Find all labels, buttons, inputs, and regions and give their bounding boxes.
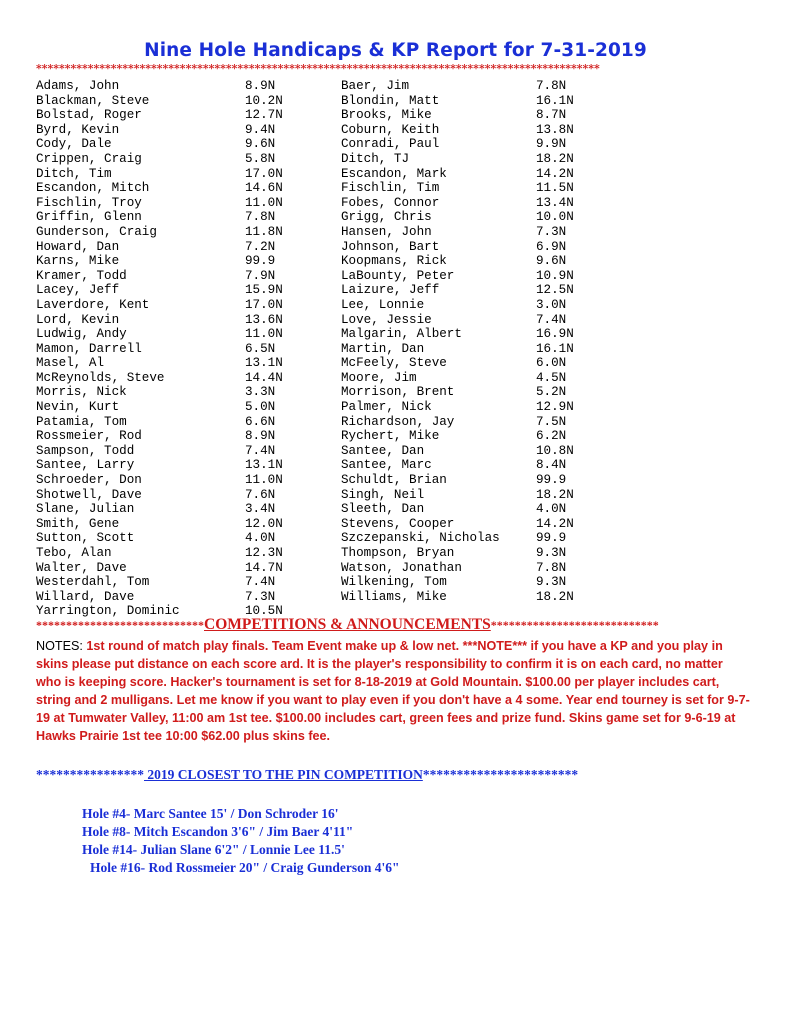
competitions-header <box>36 618 756 632</box>
player-name: Wilkening, Tom <box>341 575 447 590</box>
player-handicap: 6.0N <box>536 356 567 371</box>
player-handicap: 13.4N <box>536 195 574 210</box>
player-handicap: 7.4N <box>245 443 276 458</box>
player-name: Laizure, Jeff <box>341 283 440 298</box>
player-handicap: 12.3N <box>245 546 283 560</box>
player-handicap: 9.6N <box>245 137 276 152</box>
player-name: Sutton, Scott <box>36 531 135 546</box>
player-name: Morrison, Brent <box>341 385 455 400</box>
player-name: Tebo, Alan <box>36 546 112 560</box>
player-name: Blackman, Steve <box>36 93 150 108</box>
player-name: Cody, Dale <box>36 137 112 152</box>
player-handicap: 11.0N <box>245 327 283 342</box>
player-handicap: 10.0N <box>536 210 574 225</box>
player-handicap: 6.2N <box>536 429 567 444</box>
player-handicap: 11.0N <box>245 473 283 488</box>
player-handicap: 10.9N <box>536 268 574 283</box>
player-handicap: 5.0N <box>245 400 276 415</box>
player-handicap: 7.4N <box>536 312 567 327</box>
player-handicap: 5.2N <box>536 385 567 400</box>
player-handicap: 7.4N <box>245 575 276 590</box>
player-name: Smith, Gene <box>36 516 120 531</box>
ctp-hole-8: Hole #8- Mitch Escandon 3'6" / Jim Baer 4'11" <box>82 824 354 839</box>
player-name: Williams, Mike <box>341 589 447 604</box>
player-handicap: 13.1N <box>245 458 283 473</box>
player-name: Santee, Larry <box>36 458 135 473</box>
ctp-hole-4: Hole #4- Marc Santee 15' / Don Schroder 16' <box>82 806 339 821</box>
player-handicap: 10.5N <box>245 604 283 619</box>
player-name: Gunderson, Craig <box>36 224 157 239</box>
player-handicap: 4.5N <box>536 370 567 385</box>
player-handicap: 12.9N <box>536 400 574 415</box>
player-handicap: 9.6N <box>536 254 567 269</box>
player-name: Morris, Nick <box>36 385 127 400</box>
player-name: Richardson, Jay <box>341 414 455 429</box>
player-name: Slane, Julian <box>36 502 135 517</box>
player-handicap: 5.8N <box>245 151 276 166</box>
player-name: Schuldt, Brian <box>341 473 447 488</box>
player-name: Masel, Al <box>36 356 105 371</box>
player-name: McReynolds, Steve <box>36 370 165 385</box>
report-title: Nine Hole Handicaps & KP Report for 7-31-2019 <box>144 40 647 61</box>
player-handicap: 13.1N <box>245 356 283 371</box>
competitions-label: COMPETITIONS & ANNOUNCEMENTS <box>204 618 491 632</box>
player-name: Lord, Kevin <box>36 312 120 327</box>
player-handicap: 6.6N <box>245 414 276 429</box>
player-handicap: 14.2N <box>536 516 574 531</box>
player-name: Nevin, Kurt <box>36 400 120 415</box>
player-name: Moore, Jim <box>341 370 417 385</box>
competitions-stars-left: **************************** <box>36 618 204 632</box>
player-handicap: 7.3N <box>245 589 276 604</box>
player-handicap: 7.6N <box>245 487 276 502</box>
player-handicap: 6.9N <box>536 239 567 254</box>
player-handicap: 7.8N <box>536 79 567 93</box>
player-name: Blondin, Matt <box>341 93 440 108</box>
player-handicap: 9.4N <box>245 122 276 137</box>
player-name: Malgarin, Albert <box>341 327 462 342</box>
player-name: LaBounty, Peter <box>341 268 455 283</box>
player-name: Escandon, Mark <box>341 166 447 181</box>
player-handicap: 16.9N <box>536 327 574 342</box>
player-name: Byrd, Kevin <box>36 122 120 137</box>
player-name: Baer, Jim <box>341 79 410 93</box>
player-handicap: 12.5N <box>536 283 574 298</box>
player-handicap: 3.3N <box>245 385 276 400</box>
player-name: Howard, Dan <box>36 239 120 254</box>
player-name: Ditch, Tim <box>36 166 112 181</box>
player-handicap: 4.0N <box>245 531 276 546</box>
player-handicap: 11.0N <box>245 195 283 210</box>
player-name: Patamia, Tom <box>36 414 127 429</box>
player-handicap: 7.9N <box>245 268 276 283</box>
player-handicap: 16.1N <box>536 93 574 108</box>
ctp-label: 2019 CLOSEST TO THE PIN COMPETITION <box>144 767 423 782</box>
player-name: Fischlin, Tim <box>341 181 440 196</box>
ctp-stars-right: *********************** <box>422 767 579 782</box>
player-name: Sampson, Todd <box>36 443 135 458</box>
player-name: Walter, Dave <box>36 560 127 575</box>
player-handicap: 4.0N <box>536 502 567 517</box>
player-handicap: 6.5N <box>245 341 276 356</box>
player-handicap: 13.8N <box>536 122 574 137</box>
player-handicap: 7.8N <box>245 210 276 225</box>
player-handicap: 3.4N <box>245 502 276 517</box>
ctp-stars-left: **************** <box>36 767 144 782</box>
player-name: Santee, Marc <box>341 458 432 473</box>
player-name: Ludwig, Andy <box>36 327 127 342</box>
player-name: Sleeth, Dan <box>341 502 425 517</box>
player-name: Brooks, Mike <box>341 108 432 123</box>
player-name: Willard, Dave <box>36 589 135 604</box>
player-name: Stevens, Cooper <box>341 516 455 531</box>
player-handicap: 99.9 <box>536 473 567 488</box>
player-name: Fischlin, Troy <box>36 195 142 210</box>
player-name: Rychert, Mike <box>341 429 440 444</box>
player-name: Bolstad, Roger <box>36 108 142 123</box>
competitions-stars-right: **************************** <box>490 618 659 632</box>
player-name: Santee, Dan <box>341 443 425 458</box>
player-handicap: 16.1N <box>536 341 574 356</box>
player-name: Lee, Lonnie <box>341 297 425 312</box>
player-name: Rossmeier, Rod <box>36 429 142 444</box>
player-handicap: 3.0N <box>536 297 567 312</box>
player-name: Koopmans, Rick <box>341 254 447 269</box>
player-handicap: 7.3N <box>536 224 567 239</box>
player-handicap: 7.2N <box>245 239 276 254</box>
ctp-header <box>36 767 756 783</box>
player-handicap: 11.8N <box>245 224 283 239</box>
player-name: Ditch, TJ <box>341 151 410 166</box>
player-name: Griffin, Glenn <box>36 210 142 225</box>
player-name: Laverdore, Kent <box>36 297 150 312</box>
player-handicap: 7.5N <box>536 414 567 429</box>
notes-text: 1st round of match play finals. Team Event make up & low net. ***NOTE*** if you have a KP and you play in skins please put distance on each score ard. It is the player's responsibility to confirm it is on each card, no matter who is keeping score. Hacker's tournament is set for 8-18-2019 at Gold Mountain. $100.00 per player includes cart, string and 2 mulligans. Let me know if you want to play even if you don't have a 4 some. Year end tourney is set for 9-7-19 at Tumwater Valley, 11:00 am 1st tee. $100.00 includes cart, green fees and prize fund. Skins game set for 9-6-19 at Hawks Prairie 1st tee 10:00 $62.00 plus skins fee. <box>36 639 750 743</box>
player-handicap: 99.9 <box>245 254 276 269</box>
player-handicap: 14.6N <box>245 181 283 196</box>
player-name: Johnson, Bart <box>341 239 440 254</box>
player-handicap: 15.9N <box>245 283 283 298</box>
player-name: Schroeder, Don <box>36 473 142 488</box>
player-name: Shotwell, Dave <box>36 487 142 502</box>
player-handicap: 7.8N <box>536 560 567 575</box>
player-name: McFeely, Steve <box>341 356 447 371</box>
player-name: Hansen, John <box>341 224 432 239</box>
player-handicap: 99.9 <box>536 531 567 546</box>
player-name: Grigg, Chris <box>341 210 432 225</box>
notes-lead: NOTES: <box>36 639 83 653</box>
player-name: Fobes, Connor <box>341 195 440 210</box>
player-name: Watson, Jonathan <box>341 560 462 575</box>
player-name: Karns, Mike <box>36 254 120 269</box>
player-name: Yarrington, Dominic <box>36 604 180 619</box>
player-handicap: 17.0N <box>245 297 283 312</box>
player-name: Mamon, Darrell <box>36 341 142 356</box>
player-handicap: 9.3N <box>536 575 567 590</box>
player-name: Lacey, Jeff <box>36 283 120 298</box>
player-handicap: 8.4N <box>536 458 567 473</box>
player-handicap: 14.2N <box>536 166 574 181</box>
ctp-hole-16: Hole #16- Rod Rossmeier 20" / Craig Gunderson 4'6" <box>90 860 400 875</box>
player-name: Crippen, Craig <box>36 151 142 166</box>
player-handicap: 9.9N <box>536 137 567 152</box>
player-handicap: 10.2N <box>245 93 283 108</box>
notes-paragraph <box>36 637 750 745</box>
player-name: Westerdahl, Tom <box>36 575 150 590</box>
player-handicap: 18.2N <box>536 589 574 604</box>
player-name: Adams, John <box>36 79 120 93</box>
ctp-results <box>82 805 400 877</box>
player-handicap: 14.4N <box>245 370 283 385</box>
player-handicap: 13.6N <box>245 312 283 327</box>
player-handicap: 8.9N <box>245 79 276 93</box>
player-handicap: 12.7N <box>245 108 283 123</box>
player-handicap: 8.9N <box>245 429 276 444</box>
player-handicap: 10.8N <box>536 443 574 458</box>
player-handicap: 11.5N <box>536 181 574 196</box>
player-name: Escandon, Mitch <box>36 181 150 196</box>
player-name: Kramer, Todd <box>36 268 127 283</box>
player-handicap: 18.2N <box>536 151 574 166</box>
player-name: Szczepanski, Nicholas <box>341 531 500 546</box>
player-handicap: 14.7N <box>245 560 283 575</box>
player-handicap: 9.3N <box>536 546 567 560</box>
player-handicap: 17.0N <box>245 166 283 181</box>
player-name: Palmer, Nick <box>341 400 432 415</box>
player-name: Martin, Dan <box>341 341 425 356</box>
player-handicap: 18.2N <box>536 487 574 502</box>
player-name: Love, Jessie <box>341 312 432 327</box>
player-name: Thompson, Bryan <box>341 546 455 560</box>
player-name: Singh, Neil <box>341 487 425 502</box>
player-name: Conradi, Paul <box>341 137 440 152</box>
player-name: Coburn, Keith <box>341 122 440 137</box>
player-handicap: 8.7N <box>536 108 567 123</box>
player-handicap: 12.0N <box>245 516 283 531</box>
title-divider: ************************************************************************************************** <box>36 63 600 75</box>
ctp-hole-14: Hole #14- Julian Slane 6'2" / Lonnie Lee 11.5' <box>82 842 345 857</box>
